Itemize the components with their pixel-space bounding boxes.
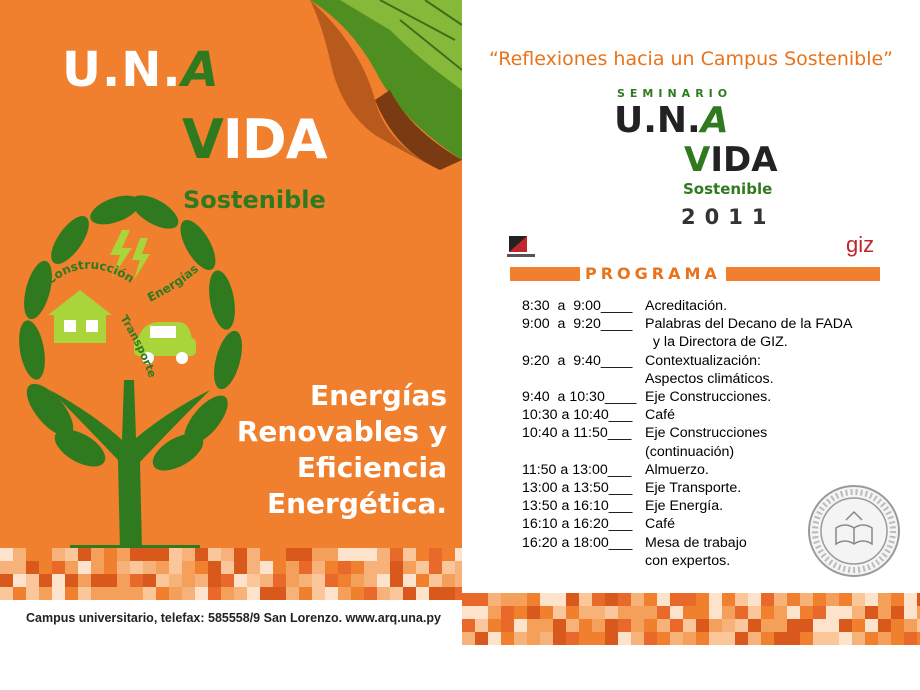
schedule-item: Contextualización: — [645, 352, 761, 369]
schedule-item: Acreditación. — [645, 298, 728, 314]
schedule-item: Mesa de trabajo — [645, 534, 747, 551]
schedule-time: 9:00 a 9:20____ — [522, 316, 633, 333]
schedule-row — [522, 370, 852, 388]
schedule-row — [522, 352, 852, 370]
schedule-row — [522, 534, 852, 552]
schedule-time — [522, 333, 645, 351]
schedule-row — [522, 443, 852, 461]
schedule-row — [522, 388, 852, 406]
schedule-time: 10:30 a 10:40___ — [522, 407, 633, 424]
logo-vida: VIDA — [182, 108, 327, 171]
schedule-row — [522, 479, 852, 497]
mosaic-strip — [0, 548, 462, 600]
tree-label-energias: Energías — [145, 261, 202, 305]
schedule-item: (continuación) — [645, 443, 735, 460]
schedule-row — [522, 497, 852, 515]
university-seal-icon — [806, 484, 902, 578]
schedule-item: con expertos. — [645, 552, 731, 569]
schedule-item: Eje Construcciones — [645, 425, 768, 442]
schedule-row — [522, 515, 852, 533]
year: 2011 — [681, 205, 776, 229]
headline-line: Energética. — [266, 487, 447, 520]
schedule-row — [522, 461, 852, 479]
schedule-time: 10:40 a 11:50___ — [522, 425, 632, 442]
schedule-row — [522, 406, 852, 424]
schedule-row — [522, 297, 852, 315]
schedule-item: Eje Transporte. — [645, 480, 742, 497]
left-panel — [0, 0, 462, 600]
schedule-time — [522, 552, 645, 570]
schedule-time — [522, 443, 645, 461]
schedule-time: 9:40 a 10:30____ — [522, 389, 637, 406]
schedule-item: y la Directora de GIZ. — [645, 334, 788, 351]
tree-label-construccion: Construcción — [43, 257, 137, 288]
programa-title: PROGRAMA — [580, 263, 726, 285]
headline — [232, 378, 447, 522]
schedule-time: 16:10 a 16:20___ — [522, 516, 633, 533]
schedule-row — [522, 424, 852, 442]
schedule-time — [522, 370, 645, 388]
schedule-item: Almuerzo. — [645, 461, 709, 478]
logo-subtitle: Sostenible — [183, 186, 326, 214]
logo-a-letter: A — [181, 42, 220, 98]
schedule-item: Palabras del Decano de la FADA — [645, 316, 853, 333]
logo-una-small: U.N.A — [614, 100, 729, 141]
svg-text:Energías — [145, 262, 201, 305]
fada-logo-icon — [507, 234, 535, 258]
schedule-row — [522, 333, 852, 351]
tagline: “Reflexiones hacia un Campus Sostenible” — [488, 48, 894, 70]
schedule-item: Eje Energía. — [645, 498, 724, 515]
footer — [0, 600, 462, 650]
mosaic-strip — [462, 593, 920, 645]
logo-v-letter: V — [182, 108, 223, 171]
logo-una: U.N.A — [62, 42, 220, 98]
seminar-label: SEMINARIO — [617, 87, 733, 100]
giz-logo: giz — [846, 232, 875, 257]
schedule-row — [522, 315, 852, 333]
schedule-time: 9:20 a 9:40____ — [522, 352, 633, 369]
schedule-time: 11:50 a 13:00___ — [522, 461, 632, 478]
logo-vida-small: VIDA — [684, 140, 778, 180]
headline-line: Renovables y — [236, 415, 447, 448]
schedule-item: Café — [645, 407, 675, 424]
schedule-time: 16:20 a 18:00___ — [522, 534, 633, 551]
schedule-item: Aspectos climáticos. — [645, 370, 774, 387]
tree-icon — [10, 190, 260, 560]
headline-line: Eficiencia — [296, 451, 447, 484]
footer-contact: Campus universitario, telefax: 585558/9 San Lorenzo. www.arq.una.py — [26, 611, 441, 625]
house-icon — [48, 290, 112, 343]
schedule-item: Café — [645, 516, 675, 533]
logo-subtitle-small: Sostenible — [683, 180, 773, 198]
headline-line: Energías — [309, 379, 447, 412]
schedule-time: 8:30 a 9:00____ — [522, 298, 633, 314]
schedule-time: 13:00 a 13:50___ — [522, 480, 633, 497]
tree-label-transporte: Transporte — [117, 312, 159, 380]
schedule-time: 13:50 a 16:10___ — [522, 498, 633, 515]
schedule-row — [522, 552, 852, 570]
schedule-list — [522, 297, 852, 570]
schedule-item: Eje Construcciones. — [645, 389, 772, 406]
